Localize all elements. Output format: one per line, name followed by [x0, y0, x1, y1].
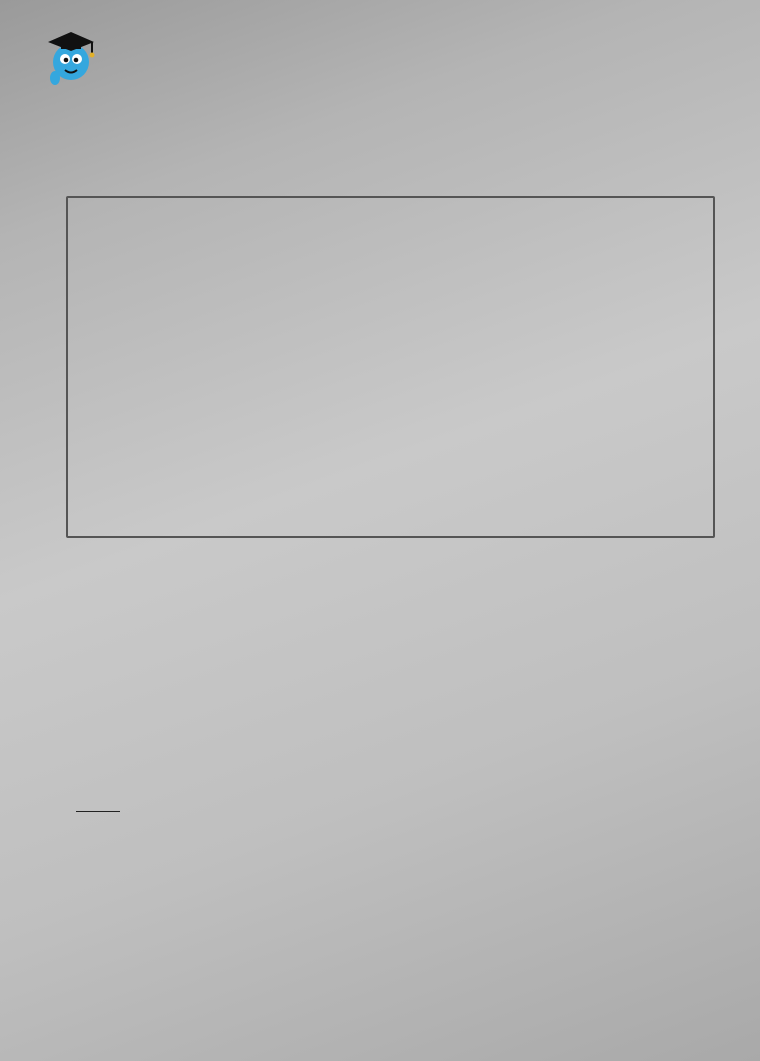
- site-logo[interactable]: [42, 26, 242, 94]
- notice-box: [66, 196, 715, 538]
- answer-blank: [76, 810, 120, 812]
- question-1: [70, 800, 120, 816]
- mascot-graduate-icon: [42, 28, 100, 90]
